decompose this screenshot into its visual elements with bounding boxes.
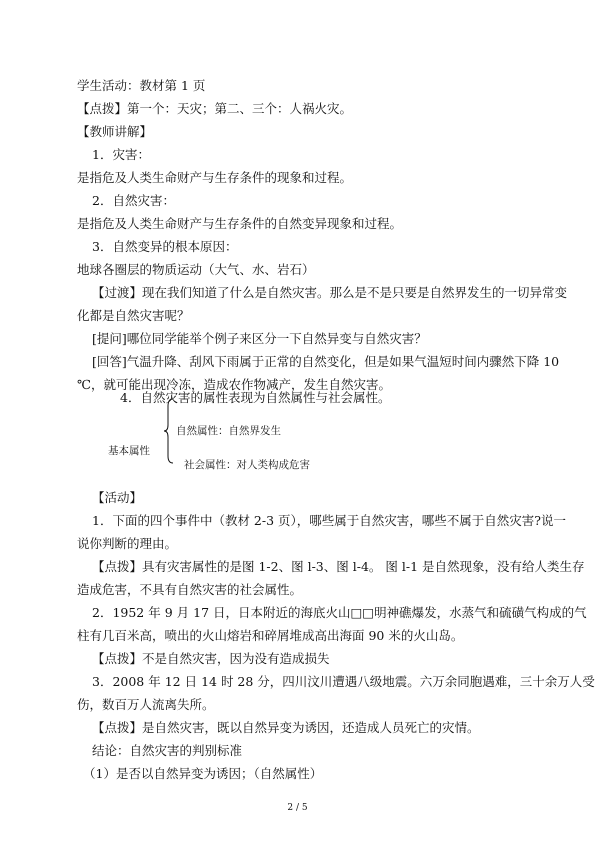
section-heading: 【活动】	[92, 490, 143, 505]
text-line: 1．下面的四个事件中（教材 2-3 页），哪些属于自然灾害，哪些不属于自然灾害?说一	[92, 513, 566, 528]
text-line: 2．1952 年 9 月 17 日，日本附近的海底火山□□明神礁爆发，水蒸气和硫磺气构成的气	[92, 605, 587, 620]
diagram-branch-top: 自然属性：自然界发生	[176, 425, 281, 437]
text-line: 结论：自然灾害的判别标准	[92, 743, 243, 758]
text-line: 【过渡】现在我们知道了什么是自然灾害。那么是不是只要是自然界发生的一切异常变	[92, 285, 568, 300]
text-line: 3．2008 年 12 日 14 时 28 分，四川汶川遭遇八级地震。六万余同胞遇难，三十余万人受	[92, 674, 595, 689]
text-line: 4．自然灾害的属性表现为自然属性与社会属性。	[120, 390, 391, 405]
text-line: 地球各圈层的物质运动（大气、水、岩石）	[77, 262, 315, 277]
text-line: 1．灾害：	[92, 147, 150, 162]
text-line: 2．自然灾害：	[92, 193, 175, 208]
text-line: ℃，就可能出现冷冻，造成农作物减产，发生自然灾害。	[77, 377, 391, 392]
diagram-root: 基本属性	[108, 445, 150, 457]
text-line: 是指危及人类生命财产与生存条件的自然变异现象和过程。	[77, 216, 403, 231]
text-line: 说你判断的理由。	[77, 536, 178, 551]
page-number: 2 / 5	[287, 803, 308, 813]
text-line: 【点拨】第一个：天灾；第二、三个：人祸火灾。	[77, 101, 353, 116]
text-line: 柱有几百米高，喷出的火山熔岩和碎屑堆成高出海面 90 米的火山岛。	[77, 628, 464, 643]
text-line: 伤，数百万人流离失所。	[77, 697, 215, 712]
text-line: 学生活动：教材第 1 页	[77, 78, 206, 93]
diagram-branch-bottom: 社会属性：对人类构成危害	[184, 459, 310, 471]
section-heading: 【教师讲解】	[77, 124, 153, 139]
text-line: 化都是自然灾害呢？	[77, 308, 190, 323]
text-line: （1）是否以自然异变为诱因；（自然属性）	[83, 766, 323, 781]
text-line: 【点拨】具有灾害属性的是图 1-2、图 l-3、图 l-4。 图 l-1 是自然现象，没有给人类生存	[92, 559, 585, 574]
brace-icon	[164, 398, 174, 464]
text-line: [提问]哪位同学能举个例子来区分一下自然异变与自然灾害？	[92, 331, 427, 346]
text-line: 是指危及人类生命财产与生存条件的现象和过程。	[77, 170, 353, 185]
text-line: 【点拨】不是自然灾害，因为没有造成损失	[92, 651, 330, 666]
text-line: 3．自然变异的根本原因：	[92, 239, 238, 254]
text-line: 造成危害，不具有自然灾害的社会属性。	[77, 582, 303, 597]
text-line: 【点拨】是自然灾害，既以自然异变为诱因，还造成人员死亡的灾情。	[92, 720, 480, 735]
text-line: [回答]气温升降、刮风下雨属于正常的自然变化，但是如果气温短时间内骤然下降 10	[92, 354, 560, 369]
